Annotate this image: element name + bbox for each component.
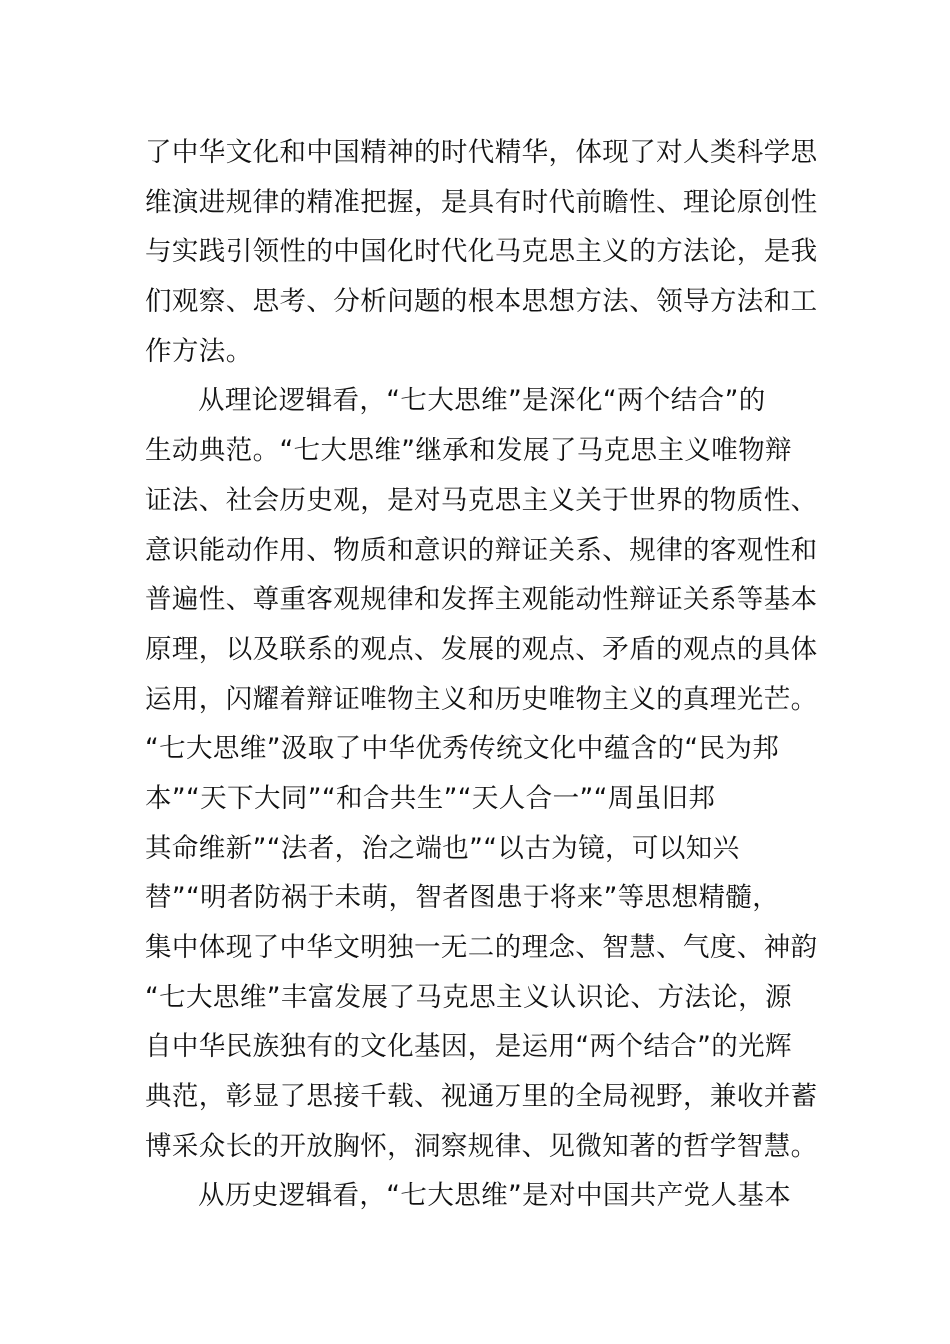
text-line: 其命维新”“法者，治之端也”“以古为镜，可以知兴 xyxy=(145,832,740,864)
text-line: “七大思维”汲取了中华优秀传统文化中蕴含的“民为邦 xyxy=(145,733,780,765)
text-line: 普遍性、尊重客观规律和发挥主观能动性辩证关系等基本 xyxy=(145,584,818,616)
paragraph-start-line: 从历史逻辑看，“七大思维”是对中国共产党人基本 xyxy=(198,1180,792,1212)
text-line: 自中华民族独有的文化基因，是运用“两个结合”的光辉 xyxy=(145,1031,792,1063)
text-line: “七大思维”丰富发展了马克思主义认识论、方法论，源 xyxy=(145,981,792,1013)
text-line: 证法、社会历史观，是对马克思主义关于世界的物质性、 xyxy=(145,484,818,516)
text-line: 原理，以及联系的观点、发展的观点、矛盾的观点的具体 xyxy=(145,633,818,665)
text-line: 维演进规律的精准把握，是具有时代前瞻性、理论原创性 xyxy=(145,186,818,218)
text-line: 意识能动作用、物质和意识的辩证关系、规律的客观性和 xyxy=(145,534,818,566)
text-line: 们观察、思考、分析问题的根本思想方法、领导方法和工 xyxy=(145,286,818,318)
text-line: 典范，彰显了思接千载、视通万里的全局视野，兼收并蓄 xyxy=(145,1081,818,1113)
text-line: 运用，闪耀着辩证唯物主义和历史唯物主义的真理光芒。 xyxy=(145,683,818,715)
text-line: 替”“明者防祸于未萌，智者图患于将来”等思想精髓， xyxy=(145,882,780,914)
text-line: 集中体现了中华文明独一无二的理念、智慧、气度、神韵 xyxy=(145,932,818,963)
text-line: 了中华文化和中国精神的时代精华，体现了对人类科学思 xyxy=(145,137,818,168)
paragraph-start-line: 从理论逻辑看，“七大思维”是深化“两个结合”的 xyxy=(198,385,766,417)
text-line: 与实践引领性的中国化时代化马克思主义的方法论，是我 xyxy=(145,236,818,268)
text-line: 作方法。 xyxy=(145,335,253,367)
text-line: 本”“天下大同”“和合共生”“天人合一”“周虽旧邦 xyxy=(145,782,716,814)
body-text xyxy=(145,128,818,1221)
text-line: 生动典范。“七大思维”继承和发展了马克思主义唯物辩 xyxy=(145,435,792,467)
text-line: 博采众长的开放胸怀，洞察规律、见微知著的哲学智慧。 xyxy=(145,1130,818,1162)
